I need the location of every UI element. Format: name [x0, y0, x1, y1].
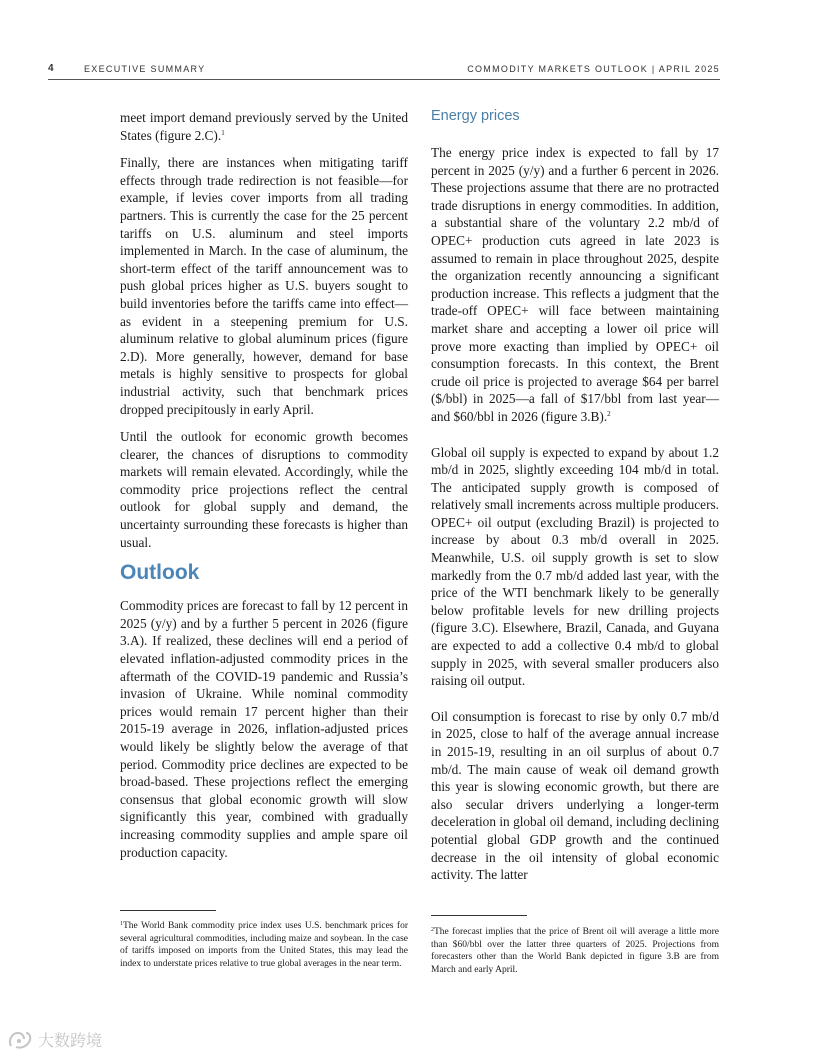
brand-logo-icon — [8, 1030, 34, 1050]
footnote-2 — [431, 924, 719, 976]
paragraph: Until the outlook for economic growth becomes clearer, the chances of disruptions to commodity markets will remain elevated. Accordingly, while the commodity price projections reflect the central outlook for global supply and demand, the uncertainty surrounding these forecasts is higher than usual. — [120, 429, 408, 550]
paragraph: Global oil supply is expected to expand by about 1.2 mb/d in 2025, slightly exceeding 104 mb/d in total. The anticipated supply growth is composed of relatively small increments across multiple producers. OPEC+ oil output (excluding Brazil) is projected to increase by about 0.3 mb/d overall in 2025. Meanwhile, U.S. oil supply growth is set to slow markedly from the 0.7 mb/d added last year, with the price of the WTI benchmark likely to be generally below profitable levels for new drilling projects (figure 3.C). Elsewhere, Brazil, Canada, and Guyana are expected to add a collective 0.4 mb/d to global supply in 2025, with several smaller producers also raising oil output. — [431, 444, 719, 689]
watermark — [8, 1028, 102, 1051]
running-header — [48, 63, 720, 79]
right-column — [431, 107, 719, 894]
paragraph: Oil consumption is forecast to rise by only 0.7 mb/d in 2025, close to half of the average annual increase in 2015-19, resulting in an oil surplus of about 0.7 mb/d. The main cause of weak oil demand growth this year is slowing economic growth, but there are also secular drivers underlying a longer-term deceleration in global oil demand, including declining potential global GDP growth and the continued decrease in the oil intensity of global economic activity. The latter — [431, 708, 719, 883]
paragraph-text: meet import demand previously served by the United States (figure 2.C). — [120, 110, 408, 143]
footnote-ref[interactable]: 1 — [221, 128, 225, 137]
watermark-text: 大数跨境 — [38, 1031, 103, 1050]
footnote-mark: 2 — [431, 927, 434, 933]
footnote-text: The forecast implies that the price of Brent oil will average a little more than $60/bbl over the latter three quarters of 2025. Projections from forecasters other than the World Bank depicted in figure 3.B are from March and early April. — [431, 927, 719, 975]
publication-title: COMMODITY MARKETS OUTLOOK | APRIL 2025 — [467, 64, 720, 74]
page-number: 4 — [48, 63, 54, 74]
footnote-text: The World Bank commodity price index uses U.S. benchmark prices for several agricultural commodities, including maize and soybean. In the case of tariffs imposed on imports from the United States, this may lead the index to understate prices relative to true global averages in the near term. — [120, 921, 408, 969]
outlook-heading: Outlook — [120, 561, 200, 585]
left-column — [120, 109, 408, 871]
energy-prices-heading: Energy prices — [431, 108, 520, 124]
footnote-rule — [431, 915, 527, 916]
paragraph-text: The energy price index is expected to fall by 17 percent in 2025 (y/y) and a further 6 percent in 2026. These projections assume that there are no protracted trade disruptions in energy commodities. In addition, a substantial share of the voluntary 2.2 mb/d of OPEC+ production cuts agreed in late 2023 is assumed to remain in place throughout 2025, despite the organization recently announcing a significant production increase. This reflects a judgment that the trade-off OPEC+ will face between maintaining market share and accepting a lower oil price will prove more exacting than implied by OPEC+ oil consumption forecasts. In this context, the Brent crude oil price is projected to average $64 per barrel ($/bbl) in 2025—a fall of $17/bbl from last year—and $60/bbl in 2026 (figure 3.B). — [431, 145, 719, 424]
paragraph: Commodity prices are forecast to fall by 12 percent in 2025 (y/y) and by a further 5 percent in 2026 (figure 3.A). If realized, these declines will end a period of elevated inflation-adjusted commodity prices in the aftermath of the COVID-19 pandemic and Russia’s invasion of Ukraine. While nominal commodity prices would remain 17 percent higher than their 2015-19 average in 2026, inflation-adjusted prices would likely be slightly below the average of that period. Commodity price declines are expected to be broad-based. These projections reflect the emerging consensus that global economic growth will slow significantly this year, combined with gradually increasing commodity supplies and ample spare oil production capacity. — [120, 598, 408, 860]
paragraph: Finally, there are instances when mitigating tariff effects through trade redirection is not feasible—for example, if levies cover imports from all trading partners. This is currently the case for the 25 percent tariffs on U.S. aluminum and steel imports implemented in March. In the case of aluminum, the short-term effect of the tariff announcement was to push global prices higher as U.S. buyers sought to build inventories before the tariffs came into effect—as evident in a steepening premium for U.S. aluminum relative to global aluminum prices (figure 2.D). More generally, however, demand for base metals is highly sensitive to prospects for global industrial activity, such that benchmark prices dropped precipitously in early April. — [120, 155, 408, 417]
footnote-1 — [120, 918, 408, 970]
footnote-ref[interactable]: 2 — [607, 409, 611, 418]
header-rule — [48, 79, 720, 80]
section-title: EXECUTIVE SUMMARY — [84, 64, 206, 74]
paragraph — [431, 144, 719, 426]
footnote-rule — [120, 910, 216, 911]
paragraph — [120, 109, 408, 144]
footnote-mark: 1 — [120, 921, 123, 927]
